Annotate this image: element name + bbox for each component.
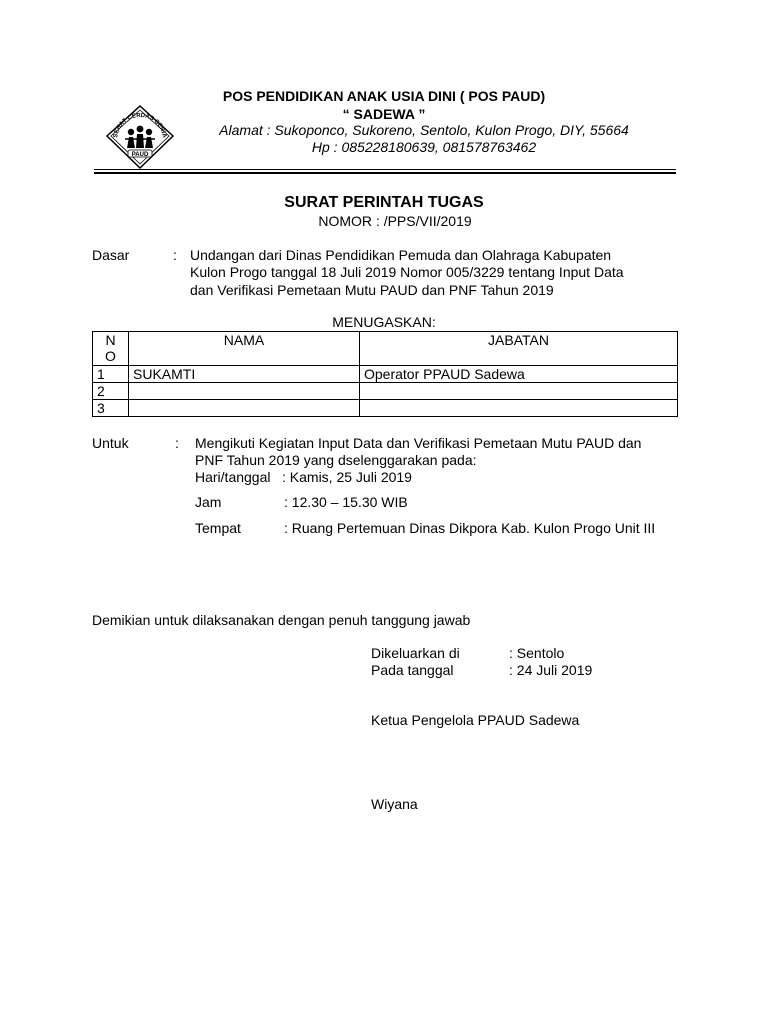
issued-place-label: Dikeluarkan di [371, 645, 460, 661]
dasar-colon: : [173, 247, 177, 263]
row-position: Operator PPAUD Sadewa [360, 366, 678, 383]
closing-text: Demikian untuk dilaksanakan dengan penuh tanggung jawab [92, 612, 471, 628]
header-name: NAMA [129, 332, 360, 366]
org-name: POS PENDIDIKAN ANAK USIA DINI ( POS PAUD) [222, 88, 546, 104]
row-position [360, 400, 678, 417]
day-value: : Kamis, 25 Juli 2019 [282, 469, 412, 485]
place-label: Tempat [195, 520, 241, 536]
menugaskan-heading: MENUGASKAN: [332, 314, 436, 330]
assignment-table [92, 331, 678, 417]
row-name: SUKAMTI [129, 366, 360, 383]
untuk-line-2: PNF Tahun 2019 yang dselenggarakan pada: [195, 452, 477, 468]
signatory-name: Wiyana [371, 796, 418, 812]
untuk-line-1: Mengikuti Kegiatan Input Data dan Verifikasi Pemetaan Mutu PAUD dan [195, 435, 642, 451]
header-no [93, 332, 129, 366]
dasar-line-2: Kulon Progo tanggal 18 Juli 2019 Nomor 005/3229 tentang Input Data [190, 264, 624, 280]
issued-place-value: : Sentolo [509, 645, 565, 661]
row-no: 3 [93, 400, 129, 417]
address: Alamat : Sukoponco, Sukoreno, Sentolo, Kulon Progo, DIY, 55664 [219, 122, 629, 138]
day-label: Hari/tanggal [195, 469, 271, 485]
unit-name: “ SADEWA ” [342, 106, 426, 122]
place-value: : Ruang Pertemuan Dinas Dikpora Kab. Kulon Progo Unit III [284, 520, 656, 536]
header-rule-thick [94, 172, 676, 174]
row-no: 2 [93, 383, 129, 400]
header-no-bottom: O [105, 348, 116, 364]
table-row [93, 366, 678, 383]
time-value: : 12.30 – 15.30 WIB [284, 494, 408, 510]
dasar-line-1: Undangan dari Dinas Pendidikan Pemuda dan Olahraga Kabupaten [190, 247, 612, 263]
row-no: 1 [93, 366, 129, 383]
header-position: JABATAN [360, 332, 678, 366]
dasar-line-3: dan Verifikasi Pemetaan Mutu PAUD dan PNF Tahun 2019 [190, 282, 554, 298]
table-row [93, 400, 678, 417]
phone: Hp : 085228180639, 081578763462 [311, 139, 537, 155]
issued-date-value: : 24 Juli 2019 [509, 662, 593, 678]
table-header-row [93, 332, 678, 366]
header-rule-thin [94, 169, 676, 170]
untuk-label: Untuk [92, 435, 129, 451]
letter-number: NOMOR : /PPS/VII/2019 [318, 213, 472, 229]
logo-base-text: PAUD [131, 152, 149, 158]
issued-date-label: Pada tanggal [371, 662, 454, 678]
time-label: Jam [195, 494, 222, 510]
row-position [360, 383, 678, 400]
header-no-top: N [105, 332, 116, 348]
signatory-role: Ketua Pengelola PPAUD Sadewa [371, 712, 580, 728]
logo-arc-text: SEHAT CERDAS CERIA [113, 112, 167, 139]
page-title: SURAT PERINTAH TUGAS [284, 194, 484, 211]
row-name [129, 383, 360, 400]
dasar-label: Dasar [92, 247, 130, 263]
untuk-colon: : [175, 435, 179, 451]
row-name [129, 400, 360, 417]
table-row [93, 383, 678, 400]
